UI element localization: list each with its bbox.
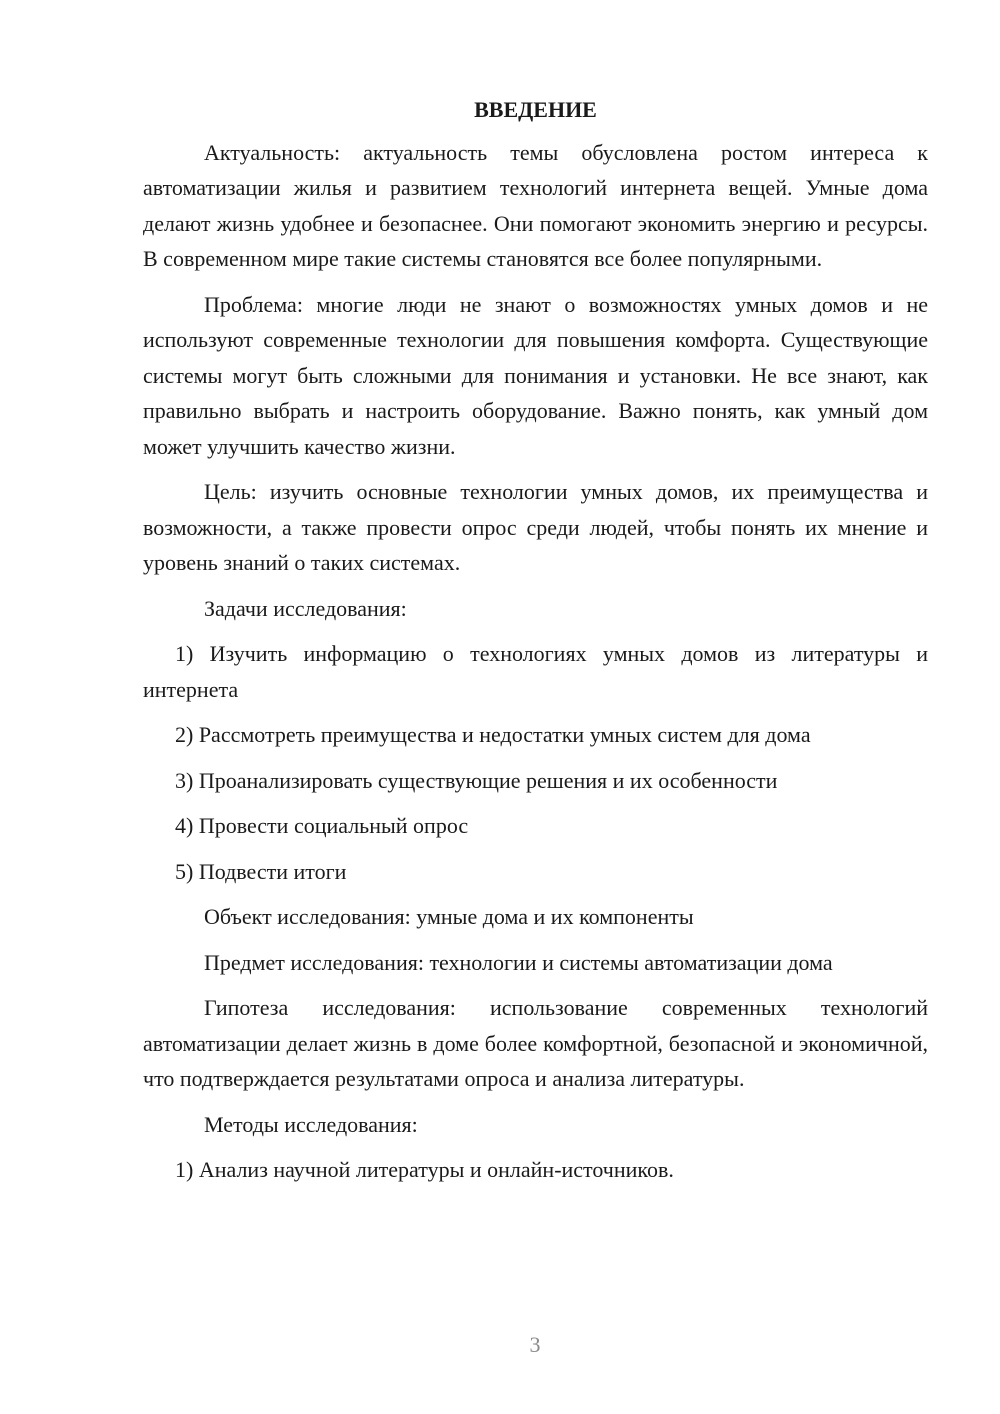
task-item-3: 3) Проанализировать существующие решения и их особенности: [175, 767, 778, 793]
goal-paragraph: Цель: изучить основные технологии умных домов, их преимущества и возможности, а также провести опрос среди людей, чтобы понять их мнение и уровень знаний о таких системах.: [143, 479, 928, 575]
page-title: ВВЕДЕНИЕ: [474, 97, 597, 122]
hypothesis-paragraph: Гипотеза исследования: использование современных технологий автоматизации делает жизнь в доме более комфортной, безопасной и экономичной, что подтверждается результатами опроса и анализа литературы.: [143, 995, 928, 1091]
task-item-4: 4) Провести социальный опрос: [175, 813, 469, 838]
subject-line: Предмет исследования: технологии и системы автоматизации дома: [204, 949, 833, 975]
method-item-1: 1) Анализ научной литературы и онлайн-источников.: [175, 1157, 674, 1182]
problem-paragraph: Проблема: многие люди не знают о возможностях умных домов и не используют современные технологии для повышения комфорта. Существующие системы могут быть сложными для понимания и установки. Не все знают, как правильно выбрать и настроить оборудование. Важно понять, как умный дом может улучшить качество жизни.: [143, 291, 928, 459]
task-item-2: 2) Рассмотреть преимущества и недостатки умных систем для дома: [175, 722, 811, 747]
object-line: Объект исследования: умные дома и их компоненты: [204, 904, 694, 929]
document-page: [143, 92, 928, 1198]
page-number: 3: [529, 1332, 541, 1357]
task-item-5: 5) Подвести итоги: [175, 858, 347, 884]
methods-title: Методы исследования:: [204, 1111, 418, 1137]
relevance-paragraph: Актуальность: актуальность темы обусловлена ростом интереса к автоматизации жилья и развитием технологий интернета вещей. Умные дома делают жизнь удобнее и безопаснее. Они помогают экономить энергию и ресурсы. В современном мире такие системы становятся все более популярными.: [143, 139, 928, 271]
tasks-title: Задачи исследования:: [204, 595, 407, 621]
task-item-1: 1) Изучить информацию о технологиях умных домов из литературы и интернета: [143, 641, 928, 702]
